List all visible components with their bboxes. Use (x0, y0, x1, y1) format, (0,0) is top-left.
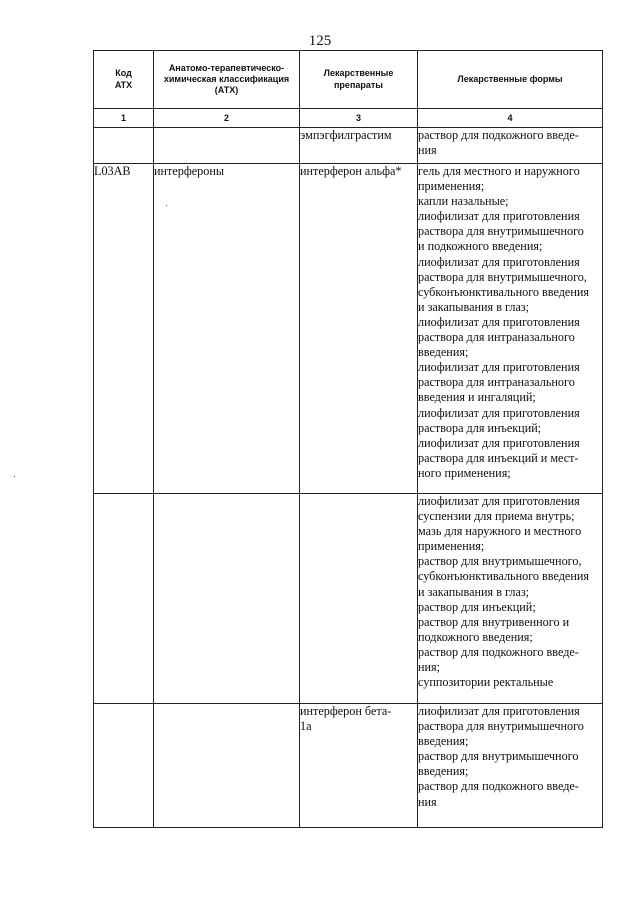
atx-code-cell (94, 128, 154, 164)
table-row (94, 128, 603, 164)
column-number-row (94, 109, 603, 128)
dosage-form-line: лиофилизат для приготовления (418, 435, 580, 450)
column-number: 2 (154, 109, 300, 128)
dosage-form-line: ния (418, 794, 437, 809)
classification-cell: интерфероны (154, 164, 300, 494)
dosage-form-line: введения; (418, 734, 469, 749)
dosage-form-line: раствора для внутримышечного, (418, 269, 587, 284)
dosage-form-line: раствор для подкожного введе- (418, 779, 579, 794)
atx-code-cell (94, 494, 154, 704)
dosage-form-line: и закапывания в глаз; (418, 584, 530, 599)
dosage-form-line: субконъюнктивального введения (418, 569, 589, 584)
dosage-forms-cell (418, 704, 603, 828)
dosage-form-line: раствора для интраназального (418, 330, 575, 345)
dosage-form-line: гель для местного и наружного (418, 164, 580, 178)
dosage-form-line: лиофилизат для приготовления (418, 209, 580, 224)
drug-name-cell: эмпэгфилграстим (300, 128, 418, 164)
dosage-form-line: раствор для внутривенного и (418, 614, 570, 629)
dosage-form-line: раствора для инъекций; (418, 420, 542, 435)
column-number: 4 (418, 109, 603, 128)
header-atx-classification: Анатомо-терапевтическо- химическая классификация (АТХ) (154, 51, 300, 109)
dosage-form-line: лиофилизат для приготовления (418, 360, 580, 375)
table-header-row (94, 51, 603, 109)
dosage-forms-cell (418, 494, 603, 704)
dosage-form-line: ния (418, 143, 437, 158)
table-row (94, 494, 603, 704)
dosage-form-line: суппозитории ректальные (418, 675, 554, 690)
dosage-form-line: лиофилизат для приготовления (418, 494, 580, 508)
column-number: 1 (94, 109, 154, 128)
dosage-form-line: применения; (418, 539, 485, 554)
dosage-form-line: мазь для наружного и местного (418, 524, 582, 539)
dosage-form-line: лиофилизат для приготовления (418, 314, 580, 329)
atx-code-cell: L03AB (94, 164, 154, 494)
drug-name-cell: интерферон бета- 1a (300, 704, 418, 828)
dosage-form-line: раствор для подкожного введе- (418, 644, 579, 659)
dosage-form-line: раствор для инъекций; (418, 599, 536, 614)
table-row (94, 164, 603, 494)
dosage-form-line: и закапывания в глаз; (418, 299, 530, 314)
dosage-form-line: лиофилизат для приготовления (418, 254, 580, 269)
table-row (94, 704, 603, 828)
column-number: 3 (300, 109, 418, 128)
classification-cell (154, 494, 300, 704)
drug-name-cell: интерферон альфа* (300, 164, 418, 494)
scan-speck (14, 476, 15, 477)
dosage-form-line: применения; (418, 179, 485, 194)
header-dosage-forms: Лекарственные формы (418, 51, 603, 109)
dosage-form-line: раствора для внутримышечного (418, 719, 584, 734)
dosage-form-line: введения; (418, 764, 469, 779)
header-drugs: Лекарственные препараты (300, 51, 418, 109)
dosage-form-line: субконъюнктивального введения (418, 284, 589, 299)
classification-cell (154, 128, 300, 164)
classification-cell (154, 704, 300, 828)
dosage-form-line: раствора для инъекций и мест- (418, 450, 579, 465)
drug-name-cell (300, 494, 418, 704)
dosage-form-line: введения; (418, 345, 469, 360)
dosage-form-line: раствор для подкожного введе- (418, 128, 579, 142)
dosage-form-line: ного применения; (418, 465, 511, 480)
dosage-form-line: раствора для внутримышечного (418, 224, 584, 239)
page-number: 125 (308, 33, 332, 49)
dosage-form-line: лиофилизат для приготовления (418, 704, 580, 718)
atx-code-cell (94, 704, 154, 828)
header-atx-code: Код ATX (94, 51, 154, 109)
dosage-form-line: раствор для внутримышечного, (418, 554, 582, 569)
dosage-form-line: капли назальные; (418, 194, 509, 209)
dosage-forms-cell (418, 128, 603, 164)
atx-drug-table (93, 50, 603, 828)
dosage-form-line: и подкожного введения; (418, 239, 543, 254)
dosage-form-line: лиофилизат для приготовления (418, 405, 580, 420)
dosage-form-line: раствор для внутримышечного (418, 749, 579, 764)
scan-speck (166, 205, 167, 206)
dosage-form-line: подкожного введения; (418, 629, 533, 644)
dosage-form-line: раствора для интраназального (418, 375, 575, 390)
dosage-form-line: суспензии для приема внутрь; (418, 509, 575, 524)
dosage-forms-cell (418, 164, 603, 494)
dosage-form-line: введения и ингаляций; (418, 390, 536, 405)
dosage-form-line: ния; (418, 660, 441, 675)
